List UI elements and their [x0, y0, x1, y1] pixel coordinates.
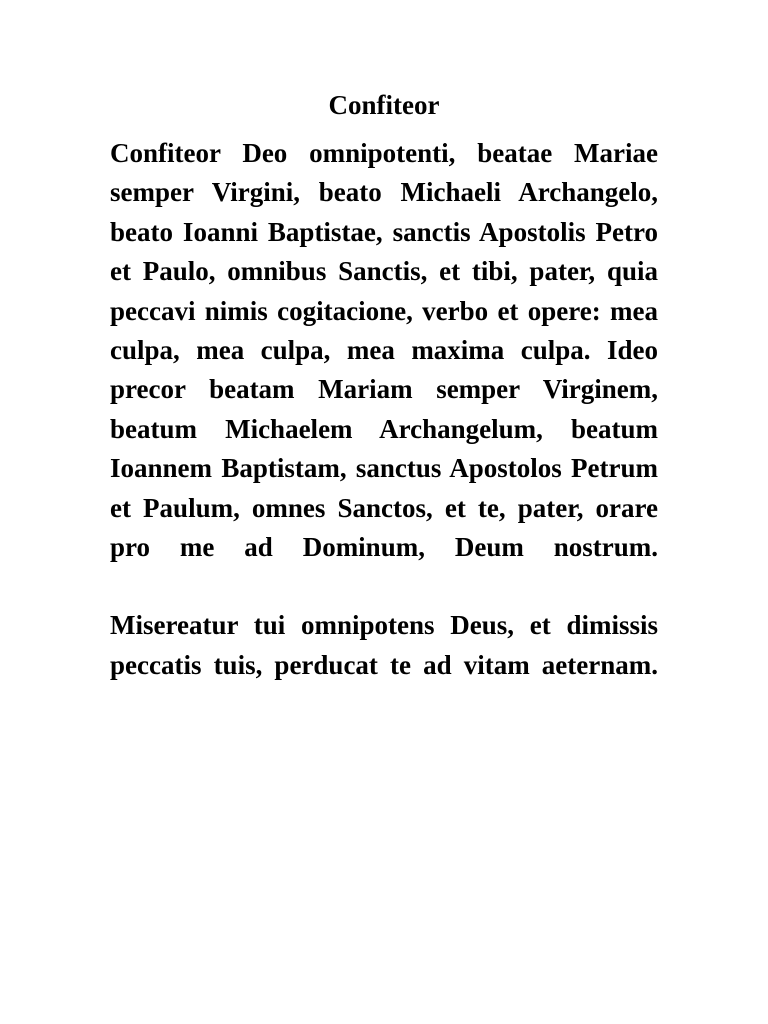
- document-title: Confiteor: [328, 90, 440, 120]
- misereatur-paragraph: Misereatur tui omnipotens Deus, et dimissis peccatis tuis, perducat te ad vitam aeternam.: [110, 610, 658, 680]
- confiteor-paragraph: Confiteor Deo omnipotenti, beatae Mariae semper Virgini, beato Michaeli Archangelo, beato Ioanni Baptistae, sanctis Apostolis Petro et Paulo, omnibus Sanctis, et tibi, pater, quia peccavi nimis cogitacione, verbo et opere: mea culpa, mea culpa, mea maxima culpa. Ideo precor beatam Mariam semper Virginem, beatum Michaelem Archangelum, beatum Ioannem Baptistam, sanctus Apostolos Petrum et Paulum, omnes Sanctos, et te, pater, orare pro me ad Dominum, Deum nostrum.: [110, 138, 658, 563]
- document-page: [110, 86, 658, 685]
